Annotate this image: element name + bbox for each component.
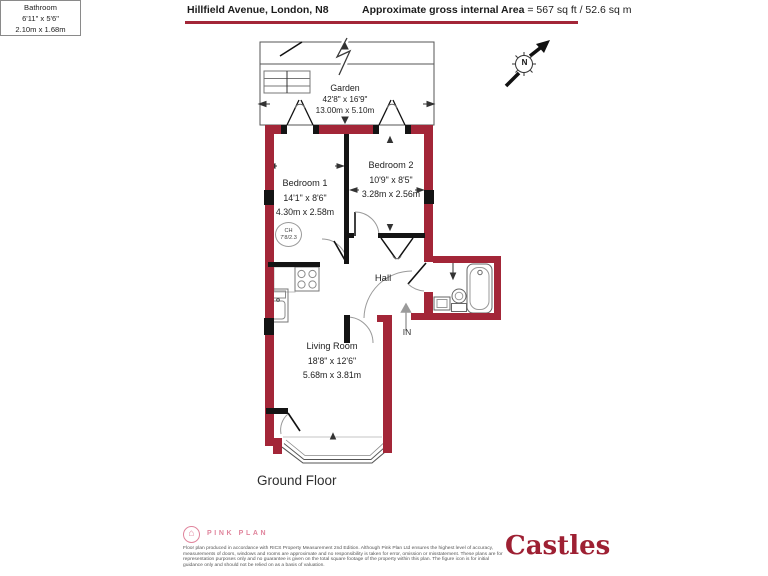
living-side-door-arc bbox=[281, 414, 288, 434]
basin-icon bbox=[434, 297, 450, 310]
room-dims-metric: 5.68m x 3.81m bbox=[302, 370, 362, 380]
bathroom-wall-top bbox=[433, 256, 494, 263]
room-dims-metric: 13.00m x 5.10m bbox=[315, 106, 375, 115]
disclaimer-text: Floor plan produced in accordance with RICS Property Measurement 2nd Edition. Although Pink Plan Ltd ensures the highest level of accuracy, measurements of doors, windows and rooms are approximate and no responsibility is taken for error, omission or misstatement. These plans are for representation purposes only and no guarantee is given on the total square footage of the property within this plan. The figure icon is for initial guidance only and should not be relied on as a basis of valuation. bbox=[183, 546, 503, 569]
door-jamb bbox=[281, 125, 287, 134]
room-dims-imperial: 10'9" x 8'5" bbox=[369, 174, 413, 185]
bathroom-door-leaf bbox=[408, 263, 426, 284]
living-wall-right bbox=[383, 315, 392, 453]
door-jamb bbox=[405, 125, 411, 134]
room-dims-metric: 2.10m x 1.68m bbox=[15, 25, 66, 34]
bathroom-wall-bottom bbox=[424, 313, 501, 320]
hall-label: Hall bbox=[374, 273, 392, 284]
garden-gate bbox=[280, 42, 302, 56]
living-room-label bbox=[272, 339, 392, 383]
room-name: Living Room bbox=[306, 341, 358, 351]
bathroom-door-arc bbox=[408, 284, 424, 291]
room-dims-imperial: 18'8" x 12'6" bbox=[307, 355, 357, 366]
room-name: Bedroom 1 bbox=[282, 178, 328, 188]
floor-title: Ground Floor bbox=[257, 473, 337, 488]
door-jamb bbox=[313, 125, 319, 134]
north-label: N bbox=[521, 58, 528, 67]
bay-window bbox=[282, 440, 391, 463]
pink-plan-house-icon: ⌂ bbox=[183, 526, 200, 543]
room-dims-metric: 4.30m x 2.58m bbox=[275, 207, 335, 217]
living-side-door-leaf bbox=[288, 413, 300, 431]
toilet-icon bbox=[452, 289, 467, 312]
area-value: = 567 sq ft / 52.6 sq m bbox=[524, 4, 632, 16]
wall-kitchen-top bbox=[268, 262, 320, 267]
garden-label bbox=[285, 83, 405, 116]
ch-label: CH bbox=[284, 228, 293, 234]
ceiling-height-badge bbox=[275, 222, 302, 247]
bathroom-fixtures bbox=[434, 264, 492, 313]
wall-left bbox=[265, 125, 274, 440]
room-name: Garden bbox=[330, 83, 360, 93]
wall-divider-lower bbox=[344, 237, 349, 264]
wall-top-middle bbox=[319, 125, 373, 134]
hall-cupboard-doors bbox=[381, 238, 413, 259]
door-swings bbox=[281, 212, 426, 434]
wall-living-side-stub bbox=[266, 408, 288, 414]
room-name: Bedroom 2 bbox=[368, 160, 414, 170]
castles-logo: Castles bbox=[505, 531, 611, 561]
room-dims-imperial: 14'1" x 8'6" bbox=[283, 192, 327, 203]
bedroom2-label bbox=[331, 158, 451, 202]
room-name: Bathroom bbox=[24, 3, 57, 12]
window-living bbox=[264, 318, 274, 335]
bathtub-icon bbox=[467, 264, 492, 313]
wall-bedroom2-bottom-b bbox=[378, 233, 425, 238]
room-dims-metric: 3.28m x 2.56m bbox=[361, 189, 421, 199]
pink-plan-brand: PINK PLAN bbox=[207, 530, 269, 537]
room-dims-imperial: 6'11" x 5'6" bbox=[22, 14, 59, 23]
entrance-wall-right-stub bbox=[411, 313, 424, 320]
property-address: Hillfield Avenue, London, N8 bbox=[187, 4, 329, 16]
hob-icon bbox=[295, 267, 319, 291]
wall-left-corner-return bbox=[273, 443, 282, 454]
kitchen-fixtures bbox=[268, 267, 319, 322]
bathroom-wall-right bbox=[494, 256, 501, 320]
entrance-label: IN bbox=[402, 327, 412, 337]
area-label: Approximate gross internal Area bbox=[362, 4, 525, 16]
ch-value: 7'8/2.3 bbox=[280, 235, 297, 241]
room-dims-imperial: 42'8" x 16'9" bbox=[322, 95, 368, 104]
door-jamb bbox=[373, 125, 379, 134]
